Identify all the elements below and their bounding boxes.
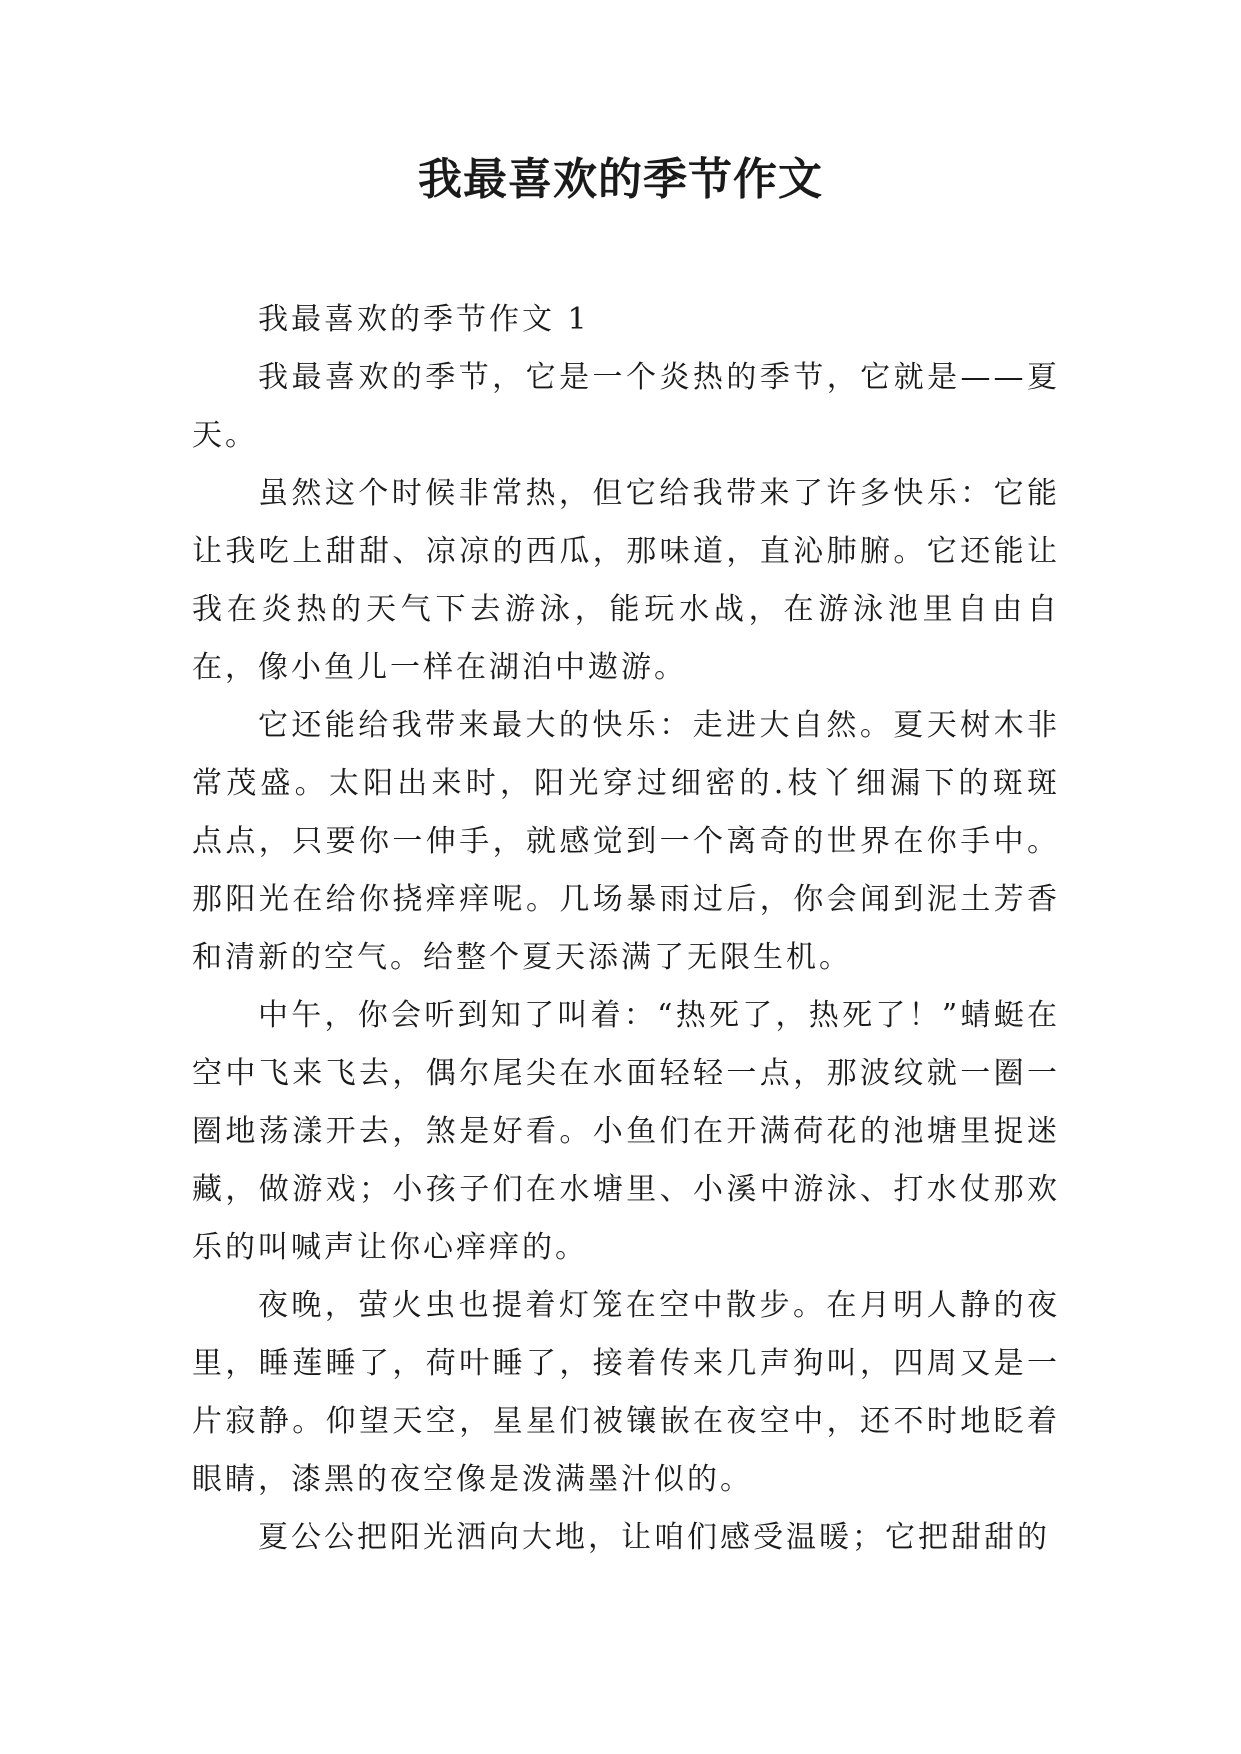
document-title: 我最喜欢的季节作文	[418, 154, 823, 205]
paragraph: 虽然这个时候非常热，但它给我带来了许多快乐：它能让我吃上甜甜、凉凉的西瓜，那味道，直沁肺腑。它还能让我在炎热的天气下去游泳，能玩水战，在游泳池里自由自在，像小鱼儿一样在湖泊中遨游。	[192, 476, 1060, 685]
document-body	[192, 291, 1060, 1567]
paragraph: 夏公公把阳光洒向大地，让咱们感受温暖；它把甜甜的	[258, 1520, 1050, 1555]
paragraph: 中午，你会听到知了叫着：“热死了，热死了！”蜻蜓在空中飞来飞去，偶尔尾尖在水面轻轻一点，那波纹就一圈一圈地荡漾开去，煞是好看。小鱼们在开满荷花的池塘里捉迷藏，做游戏；小孩子们在水塘里、小溪中游泳、打水仗那欢乐的叫喊声让你心痒痒的。	[192, 998, 1060, 1265]
paragraph: 它还能给我带来最大的快乐：走进大自然。夏天树木非常茂盛。太阳出来时，阳光穿过细密的.枝丫细漏下的斑斑点点，只要你一伸手，就感觉到一个离奇的世界在你手中。那阳光在给你挠痒痒呢。几场暴雨过后，你会闻到泥土芳香和清新的空气。给整个夏天添满了无限生机。	[192, 708, 1060, 975]
paragraph: 我最喜欢的季节，它是一个炎热的季节，它就是——夏天。	[192, 360, 1060, 453]
section-heading: 我最喜欢的季节作文 1	[258, 302, 590, 337]
paragraph: 夜晚，萤火虫也提着灯笼在空中散步。在月明人静的夜里，睡莲睡了，荷叶睡了，接着传来几声狗叫，四周又是一片寂静。仰望天空，星星们被镶嵌在夜空中，还不时地眨着眼睛，漆黑的夜空像是泼满墨汁似的。	[192, 1288, 1060, 1497]
